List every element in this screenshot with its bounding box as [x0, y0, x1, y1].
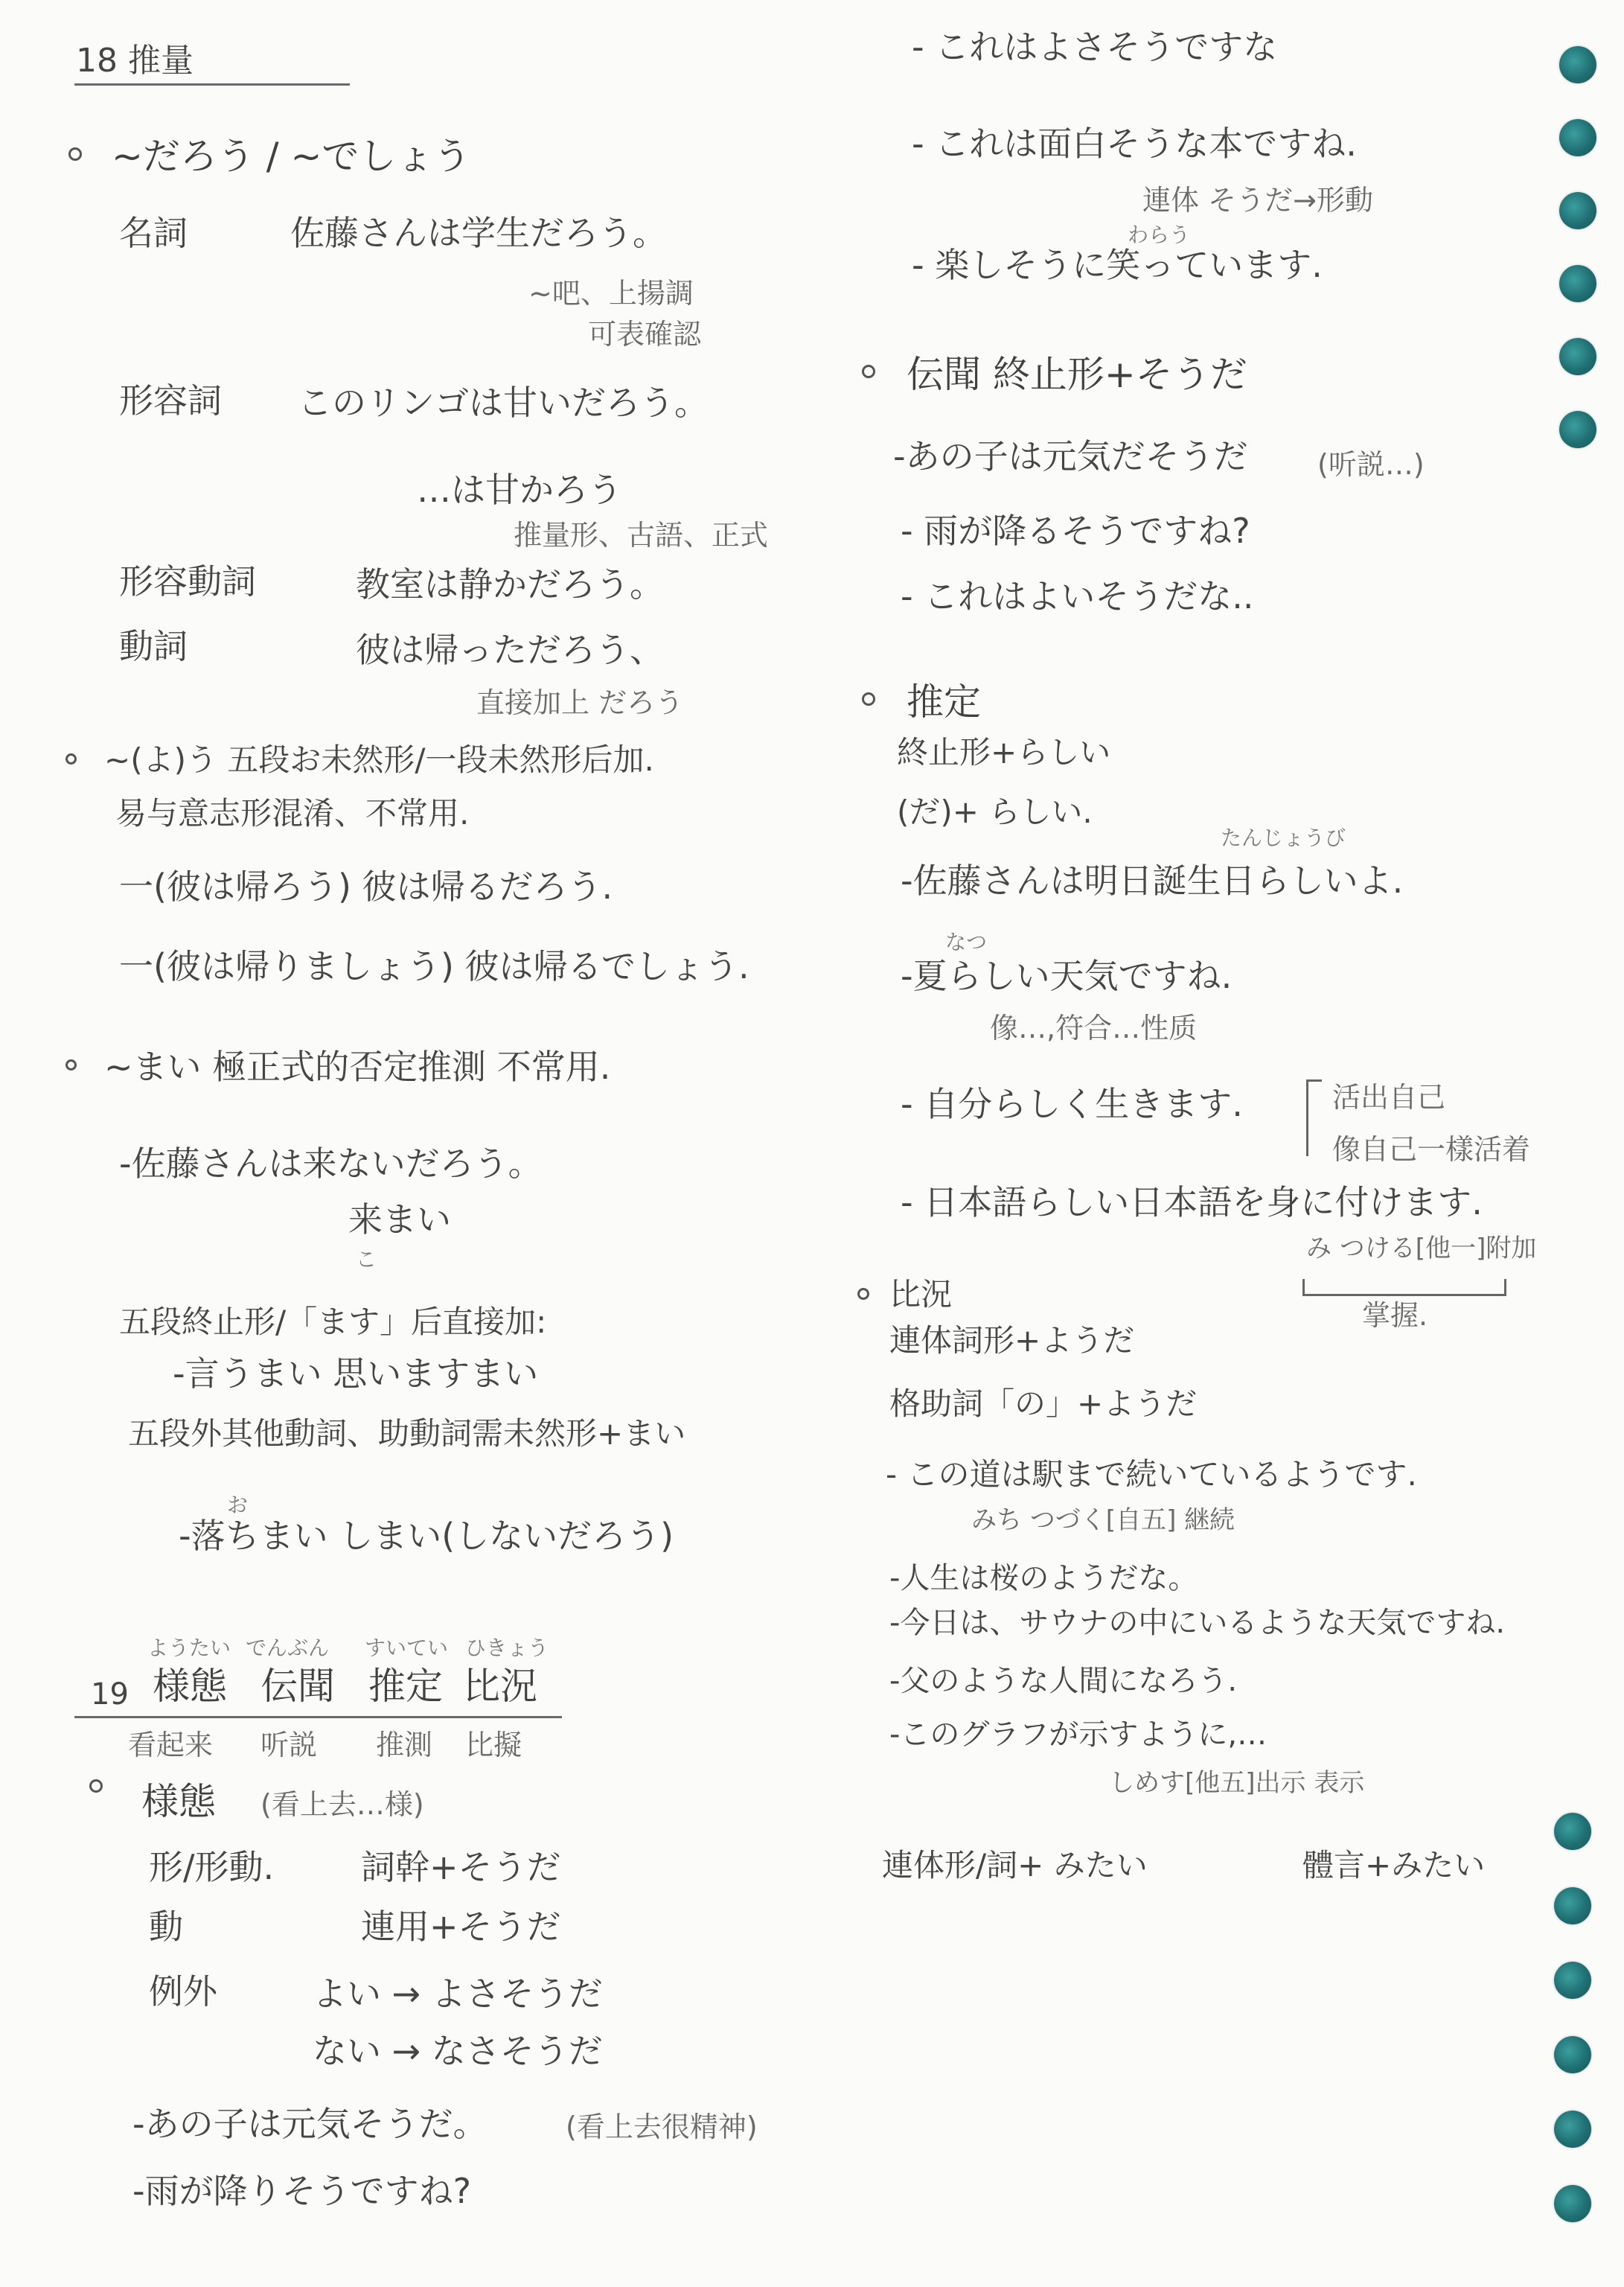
hikyou-rule-2: 格助詞「の」+ようだ	[889, 1385, 1198, 1422]
youtai-rule-3b: ない → なさそうだ	[313, 2031, 603, 2071]
suitei-example-4-note: み つける[他一]附加	[1306, 1234, 1537, 1263]
right-example-b-note: 連体 そうだ→形動	[1142, 184, 1373, 217]
mai-rule-1-example: -言うまい 思いますまい	[173, 1353, 539, 1394]
hikyou-example-5: -このグラフが示すように,…	[889, 1717, 1267, 1752]
sec19-note-1: 看起来	[128, 1729, 214, 1761]
you-note: 易与意志形混淆、不常用.	[115, 795, 470, 832]
sec19-title-2: 伝聞	[260, 1665, 335, 1708]
suitei-heading: 推定	[907, 680, 981, 724]
sec19-title-4: 比況	[463, 1665, 537, 1708]
title-underline	[74, 83, 350, 86]
adjv-label: 形容動詞	[119, 561, 256, 602]
youtai-rule-1: 詞幹+そうだ	[361, 1847, 561, 1887]
youtai-heading: 様態	[141, 1780, 216, 1823]
verb-label: 動詞	[119, 626, 188, 666]
mai-rule-2-example: -落ちまい しまい(しないだろう)	[179, 1516, 674, 1556]
right-example-a: - これはよさそうですな	[912, 27, 1278, 67]
mai-rule-2-ruby: お	[227, 1493, 249, 1517]
sec19-ruby-2: でんぶん	[246, 1636, 330, 1660]
section-18-title: 18 推量	[76, 42, 194, 80]
you-example-2: 一(彼は帰りましょう) 彼は帰るでしょう.	[119, 946, 749, 986]
sec19-note-4: 比擬	[465, 1729, 522, 1761]
sec19-underline	[74, 1716, 562, 1718]
youtai-rule-2: 連用+そうだ	[361, 1907, 561, 1947]
bullet-icon	[862, 692, 875, 706]
mai-heading: ~まい 極正式的否定推測 不常用.	[104, 1047, 611, 1087]
suitei-example-1-ruby: たんじょうび	[1221, 826, 1346, 850]
binder-hole-icon	[1554, 2111, 1591, 2148]
youtai-rule-3-label: 例外	[149, 1971, 217, 2012]
suitei-rule-1: 終止形+らしい	[897, 734, 1111, 771]
sec19-title-3: 推定	[368, 1665, 443, 1708]
binder-hole-icon	[1559, 119, 1596, 156]
you-heading: ~(よ)う 五段お未然形/一段未然形后加.	[104, 741, 654, 778]
denbun-example-3: - これはよいそうだな..	[901, 576, 1254, 616]
mitai-rule-2: 體言+みたい	[1302, 1847, 1486, 1883]
noun-label: 名詞	[119, 213, 188, 253]
note-bracket	[1302, 1279, 1506, 1296]
verb-note: 直接加上 だろう	[476, 686, 684, 719]
binder-hole-icon	[1559, 338, 1596, 375]
mai-rule-2: 五段外其他動詞、助動詞需未然形+まい	[128, 1415, 686, 1452]
right-example-c: - 楽しそうに笑っています.	[912, 245, 1323, 285]
denbun-example-1: -あの子は元気だそうだ	[893, 436, 1248, 476]
suitei-example-2-note: 像…,符合…性质	[990, 1012, 1198, 1044]
youtai-rule-3a: よい → よさそうだ	[313, 1974, 603, 2014]
adjv-example: 教室は静かだろう。	[356, 564, 664, 605]
noun-example: 佐藤さんは学生だろう。	[290, 213, 667, 253]
bullet-icon	[68, 147, 82, 161]
denbun-heading: 伝聞 終止形+そうだ	[907, 353, 1247, 396]
suitei-example-3-note-1: 活出自己	[1332, 1081, 1446, 1114]
youtai-rule-2-label: 動	[149, 1907, 183, 1947]
binder-hole-icon	[1554, 1887, 1591, 1924]
hikyou-example-3: -今日は、サウナの中にいるような天気ですね.	[889, 1606, 1506, 1640]
mai-alt: 来まい	[348, 1199, 451, 1240]
bullet-icon	[857, 1288, 869, 1300]
mai-rule-1: 五段終止形/「ます」后直接加:	[119, 1304, 547, 1340]
hikyou-rule-1: 連体詞形+ようだ	[889, 1322, 1135, 1359]
mai-example: -佐藤さんは来ないだろう。	[119, 1144, 543, 1184]
denbun-example-2: - 雨が降るそうですね?	[901, 511, 1250, 551]
you-example-1: 一(彼は帰ろう) 彼は帰るだろう.	[119, 867, 613, 907]
bullet-icon	[65, 753, 77, 765]
sec19-note-2: 听説	[260, 1729, 318, 1761]
hikyou-example-2: -人生は桜のようだな。	[889, 1561, 1198, 1595]
suitei-example-2-ruby: なつ	[945, 930, 988, 954]
suitei-rule-2: (だ)+ らしい.	[897, 794, 1093, 830]
suitei-example-4-note-2: 掌握.	[1362, 1299, 1428, 1332]
binder-hole-icon	[1554, 2036, 1591, 2073]
bullet-icon	[862, 365, 875, 378]
hikyou-example-1-note: みち つづく[自五] 継続	[971, 1505, 1235, 1535]
binder-hole-icon	[1554, 1962, 1591, 1999]
suitei-example-2: -夏らしい天気ですね.	[901, 956, 1233, 996]
binder-hole-icon	[1554, 1813, 1591, 1850]
sec19-ruby-3: すいてい	[365, 1636, 449, 1660]
denbun-example-1-note: (听説…)	[1317, 448, 1425, 481]
hikyou-example-1: - この道は駅まで続いているようです.	[886, 1456, 1417, 1493]
youtai-example-2: -雨が降りそうですね?	[132, 2171, 472, 2211]
binder-hole-icon	[1559, 46, 1596, 83]
suitei-example-3: - 自分らしく生きます.	[901, 1084, 1243, 1124]
bullet-icon	[65, 1059, 77, 1071]
youtai-example-1: -あの子は元気そうだ。	[132, 2104, 487, 2144]
right-example-b: - これは面白そうな本ですね.	[912, 124, 1357, 164]
sec19-title-1: 様態	[153, 1665, 227, 1708]
sec19-ruby-4: ひきょう	[465, 1636, 549, 1660]
adj-alt: …は甘かろう	[417, 470, 622, 510]
sec19-number: 19	[91, 1677, 129, 1712]
adj-alt-note: 推量形、古語、正式	[514, 519, 769, 552]
sec19-note-3: 推測	[376, 1729, 433, 1761]
mitai-rule-1: 連体形/詞+ みたい	[882, 1847, 1148, 1883]
binder-hole-icon	[1559, 192, 1596, 229]
noun-note-1: ~吧、上揚調	[528, 277, 694, 310]
hikyou-heading: 比況	[889, 1276, 953, 1312]
darou-heading: ~だろう / ~でしょう	[112, 135, 471, 178]
mai-ruby: こ	[356, 1247, 377, 1272]
hikyou-example-5-note: しめす[他五]出示 表示	[1109, 1768, 1365, 1798]
youtai-example-1-note: (看上去很精神)	[566, 2111, 758, 2143]
adj-label: 形容詞	[119, 380, 222, 421]
binder-hole-icon	[1559, 411, 1596, 448]
binder-hole-icon	[1559, 265, 1596, 302]
note-bracket	[1306, 1079, 1322, 1156]
bullet-icon	[89, 1779, 103, 1793]
suitei-example-1: -佐藤さんは明日誕生日らしいよ.	[901, 861, 1404, 901]
sec19-ruby-1: ようたい	[147, 1636, 231, 1660]
suitei-example-3-note-2: 像自己一樣活着	[1332, 1133, 1531, 1166]
hikyou-example-4: -父のような人間になろう.	[889, 1664, 1238, 1698]
youtai-rule-1-label: 形/形動.	[149, 1847, 275, 1887]
youtai-note: (看上去…様)	[260, 1788, 424, 1821]
right-example-c-ruby: わらう	[1128, 223, 1191, 247]
noun-note-2: 可表確認	[588, 318, 702, 351]
suitei-example-4: - 日本語らしい日本語を身に付けます.	[901, 1182, 1483, 1222]
binder-hole-icon	[1554, 2185, 1591, 2222]
adj-example: このリンゴは甘いだろう。	[298, 383, 709, 423]
verb-example: 彼は帰っただろう、	[356, 630, 664, 670]
